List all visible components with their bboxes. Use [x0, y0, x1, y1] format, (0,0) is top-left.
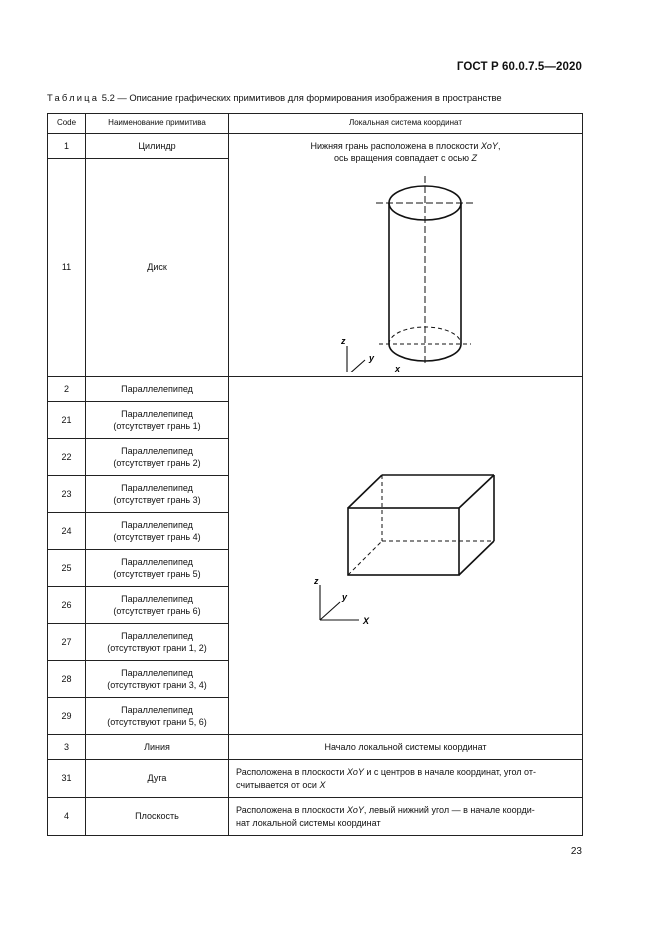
name-line-2: (отсутствует грань 4)	[113, 532, 201, 542]
desc-cell	[229, 798, 583, 836]
table-row	[48, 760, 583, 798]
name-line-2: (отсутствует грань 2)	[113, 458, 201, 468]
code-cell: 2	[48, 377, 86, 402]
code-cell: 22	[48, 439, 86, 476]
name-line-2: (отсутствует грань 3)	[113, 495, 201, 505]
desc-var-2: X	[319, 779, 326, 790]
axis-y-label: y	[342, 591, 348, 602]
axis-z-label: z	[341, 336, 346, 346]
name-cell	[86, 513, 229, 550]
table-row	[48, 134, 583, 159]
name-line-1: Параллелепипед	[121, 704, 193, 715]
name-line-1: Параллелепипед	[121, 482, 193, 493]
axis-x-label: x	[395, 364, 401, 372]
caption-label: Таблица	[47, 92, 100, 103]
caption-text: 5.2 — Описание графических примитивов для формирования изображения в пространстве	[99, 92, 502, 103]
box-right-bottom-edge	[459, 541, 494, 575]
desc-text-b: и с центров в начале координат, угол от-	[363, 767, 536, 777]
name-cell	[86, 587, 229, 624]
name-line-1: Параллелепипед	[121, 408, 193, 419]
name-line-2: (отсутствует грань 6)	[113, 606, 201, 616]
column-header-name: Наименование примитива	[86, 114, 229, 134]
code-cell: 24	[48, 513, 86, 550]
code-cell: 4	[48, 798, 86, 836]
document-code: ГОСТ Р 60.0.7.5—2020	[456, 61, 582, 73]
name-cell: Линия	[86, 735, 229, 760]
name-cell: Цилиндр	[86, 134, 229, 159]
desc-var-1: XoY	[346, 767, 364, 777]
name-line-2: (отсутствует грань 1)	[113, 421, 201, 431]
code-cell: 29	[48, 698, 86, 735]
axis-y-line	[320, 602, 340, 620]
name-line-1: Параллелепипед	[121, 667, 193, 678]
box-top-right-edge	[459, 475, 494, 508]
code-cell: 28	[48, 661, 86, 698]
column-header-local-cs: Локальная система координат	[229, 114, 583, 134]
table-row	[48, 735, 583, 760]
cylinder-description: Нижняя грань расположена в плоскости XoY, ось вращения совпадает с осью Z	[310, 141, 501, 163]
name-cell: Дуга	[86, 760, 229, 798]
name-line-2: (отсутствуют грани 3, 4)	[107, 680, 207, 690]
desc-text-c: считывается от оси	[236, 779, 320, 790]
code-cell: 31	[48, 760, 86, 798]
code-cell: 27	[48, 624, 86, 661]
desc-text-c: нат локальной системы координат	[236, 817, 381, 828]
code-cell: 11	[48, 159, 86, 377]
name-line-2: (отсутствуют грани 5, 6)	[107, 717, 207, 727]
axis-z-label: z	[314, 575, 319, 586]
name-cell	[86, 439, 229, 476]
name-cell	[86, 698, 229, 735]
axis-y-label: y	[369, 353, 375, 363]
name-line-1: Параллелепипед	[121, 630, 193, 641]
name-cell	[86, 661, 229, 698]
desc-text-a: Расположена в плоскости	[236, 805, 347, 815]
name-line-2: (отсутствует грань 5)	[113, 569, 201, 579]
code-cell: 1	[48, 134, 86, 159]
desc-text-a: Расположена в плоскости	[236, 767, 347, 777]
desc-text-b: , левый нижний угол — в начале коорди-	[363, 805, 535, 815]
axis-x-label: X	[363, 615, 370, 626]
cylinder-desc-var-2: Z	[471, 153, 477, 163]
desc-cell	[229, 760, 583, 798]
name-cell: Параллелепипед	[86, 377, 229, 402]
page-number: 23	[570, 846, 582, 857]
primitives-table	[47, 113, 583, 836]
cylinder-desc-var-1: XoY	[480, 141, 498, 151]
code-cell: 23	[48, 476, 86, 513]
table-row	[48, 377, 583, 402]
name-line-1: Параллелепипед	[121, 556, 193, 567]
desc-cell: Начало локальной системы координат	[229, 735, 583, 760]
column-header-code: Code	[48, 114, 86, 134]
name-cell: Плоскость	[86, 798, 229, 836]
code-cell: 3	[48, 735, 86, 760]
name-cell	[86, 476, 229, 513]
name-cell: Диск	[86, 159, 229, 377]
desc-var-1: XoY	[346, 805, 364, 815]
box-drawing	[229, 378, 583, 734]
name-line-1: Параллелепипед	[121, 593, 193, 604]
table-header-row	[48, 114, 583, 134]
cylinder-desc-text-2: ось вращения совпадает с осью	[334, 153, 472, 163]
cylinder-drawing	[229, 164, 583, 372]
cylinder-desc-text-1: Нижняя грань расположена в плоскости	[310, 141, 481, 151]
box-drawing-cell	[229, 377, 583, 735]
code-cell: 26	[48, 587, 86, 624]
box-top-left-edge	[348, 475, 382, 508]
name-line-1: Параллелепипед	[121, 519, 193, 530]
table-caption	[47, 92, 502, 103]
table-row	[48, 798, 583, 836]
name-cell	[86, 624, 229, 661]
name-line-1: Параллелепипед	[121, 445, 193, 456]
name-cell	[86, 550, 229, 587]
code-cell: 21	[48, 402, 86, 439]
axis-y-line	[347, 360, 365, 372]
cylinder-description-cell	[229, 134, 583, 377]
name-line-2: (отсутствуют грани 1, 2)	[107, 643, 207, 653]
name-cell	[86, 402, 229, 439]
box-hidden-bottom-left	[348, 541, 382, 575]
code-cell: 25	[48, 550, 86, 587]
